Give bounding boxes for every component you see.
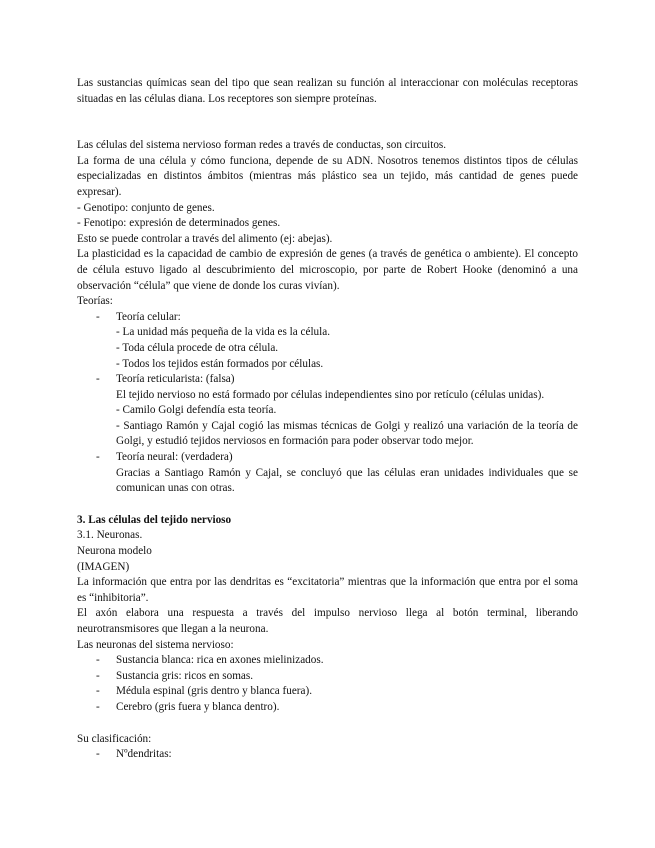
theory-title: Teoría neural: (verdadera) xyxy=(116,451,233,464)
list-dash: - xyxy=(96,700,100,713)
theory-reticularista xyxy=(77,372,578,450)
theory-neural xyxy=(77,450,578,497)
list-dash: - xyxy=(96,310,100,323)
paragraph-alimento: Esto se puede controlar a través del alimento (ej: abejas). xyxy=(77,232,333,245)
paragraph-teorias: Teorías: xyxy=(77,295,113,308)
theory-point: - La unidad más pequeña de la vida es la célula. xyxy=(116,326,331,339)
paragraph-axon: El axón elabora una respuesta a través del impulso nervioso llega al botón terminal, liberando neurotransmisores que llegan a la neurona. xyxy=(77,607,578,635)
list-item xyxy=(77,684,578,700)
theory-title: Teoría reticularista: (falsa) xyxy=(116,373,235,386)
paragraph-neuronas: Las neuronas del sistema nervioso: xyxy=(77,638,234,651)
list-dash: - xyxy=(96,654,100,667)
list-item-text: Sustancia blanca: rica en axones mielinizados. xyxy=(116,654,324,667)
list-item-text: Médula espinal (gris dentro y blanca fuera). xyxy=(116,685,313,698)
paragraph-receptors: Las sustancias químicas sean del tipo que sean realizan su función al interaccionar con moléculas receptoras situadas en las células diana. Los receptores son siempre proteínas. xyxy=(77,77,578,105)
theory-title: Teoría celular: xyxy=(116,310,181,323)
list-item xyxy=(77,653,578,669)
list-dash: - xyxy=(96,685,100,698)
paragraph-dendritas: La información que entra por las dendritas es “excitatoria” mientras que la información que entra por el soma es “inhibitoria”. xyxy=(77,576,578,604)
list-item-text: Sustancia gris: ricos en somas. xyxy=(116,669,254,682)
list-item xyxy=(77,747,578,763)
theory-point: - Camilo Golgi defendía esta teoría. xyxy=(116,404,277,417)
theory-celular xyxy=(77,310,578,372)
neuron-model-label: Neurona modelo xyxy=(77,545,152,558)
theory-point: Gracias a Santiago Ramón y Cajal, se concluyó que las células eran unidades individuales que se comunican unas con otras. xyxy=(116,466,578,495)
list-item-text: Cerebro (gris fuera y blanca dentro). xyxy=(116,700,280,713)
document-body xyxy=(77,76,578,763)
list-dash: - xyxy=(96,748,100,761)
section-heading: 3. Las células del tejido nervioso xyxy=(77,513,232,526)
list-dash: - xyxy=(96,669,100,682)
list-item xyxy=(77,700,578,716)
image-placeholder: (IMAGEN) xyxy=(77,560,130,573)
list-item-text: Nºdendritas: xyxy=(116,748,172,761)
theory-point: El tejido nervioso no está formado por células independientes sino por retículo (células unidas). xyxy=(116,388,545,401)
subsection-heading: 3.1. Neuronas. xyxy=(77,529,143,542)
theory-point: - Todos los tejidos están formados por células. xyxy=(116,357,324,370)
paragraph-plasticidad: La plasticidad es la capacidad de cambio de expresión de genes (a través de genética o ambiente). El concepto de célula estuvo ligado al descubrimiento del microscopio, por parte de Robert Hooke (denominó a una observación “célula” que viene de donde los curas vivían). xyxy=(77,248,578,292)
paragraph-genotipo: - Genotipo: conjunto de genes. xyxy=(77,201,215,214)
paragraph-fenotipo: - Fenotipo: expresión de determinados genes. xyxy=(77,217,281,230)
list-dash: - xyxy=(96,373,100,386)
theory-point: - Toda célula procede de otra célula. xyxy=(116,341,279,354)
list-dash: - xyxy=(96,451,100,464)
paragraph-clasificacion: Su clasificación: xyxy=(77,732,152,745)
paragraph-adn: La forma de una célula y cómo funciona, depende de su ADN. Nosotros tenemos distintos tipos de células especializadas en distintos ámbitos (mientras más plástico sea un tejido, más cantidad de genes puede expresar). xyxy=(77,154,578,198)
list-item xyxy=(77,669,578,685)
paragraph-networks: Las células del sistema nervioso forman redes a través de conductas, son circuitos. xyxy=(77,139,447,152)
theory-point: - Santiago Ramón y Cajal cogió las mismas técnicas de Golgi y realizó una variación de la teoría de Golgi, y estudió tejidos nerviosos en formación para poder observar todo mejor. xyxy=(116,419,578,448)
